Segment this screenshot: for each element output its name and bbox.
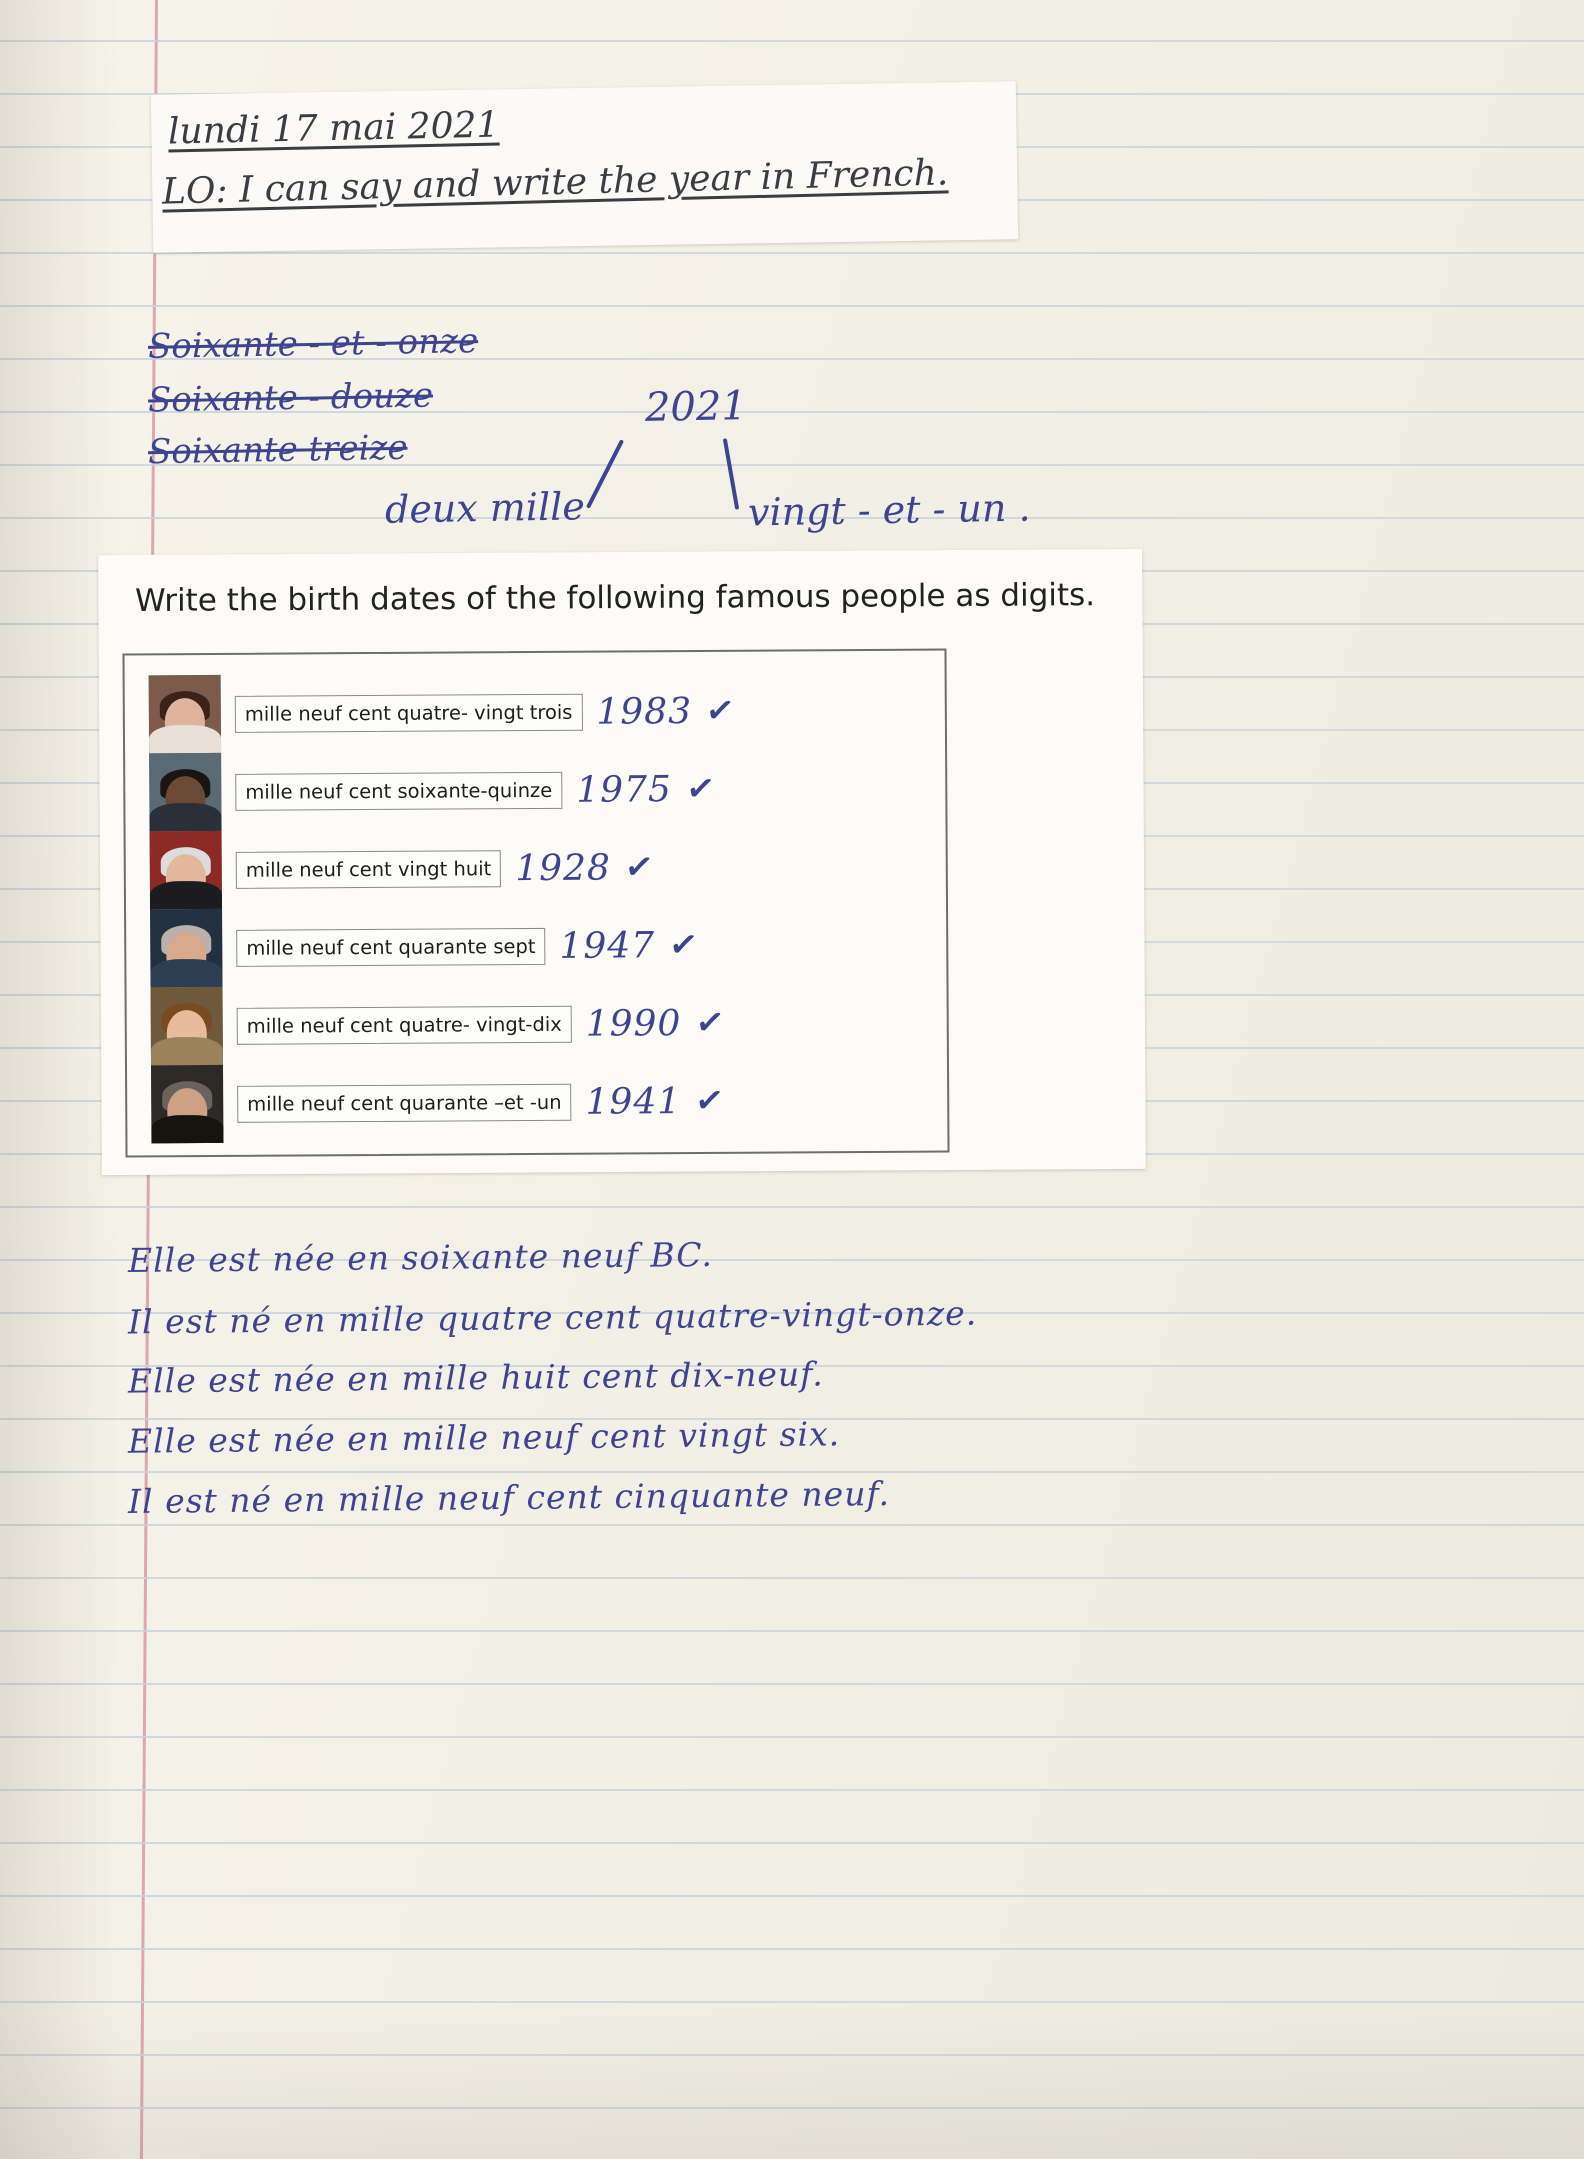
person-photo <box>151 987 223 1065</box>
table-row <box>151 984 725 1065</box>
ruled-line <box>0 1524 1584 1526</box>
person-photo <box>149 675 221 753</box>
french-number-label: mille neuf cent quatre- vingt trois <box>235 693 583 732</box>
ruled-line <box>0 1471 1584 1473</box>
person-photo <box>151 1065 223 1143</box>
french-number-label: mille neuf cent soixante-quinze <box>235 771 562 810</box>
tick-mark-icon: ✓ <box>666 924 700 966</box>
tick-mark-icon: ✓ <box>683 768 717 810</box>
handwritten-answer: 1983 <box>596 690 693 733</box>
handwritten-sentence: Elle est née en mille neuf cent vingt six. <box>127 1414 841 1461</box>
ruled-line <box>0 1842 1584 1844</box>
handwritten-sentence: Elle est née en mille huit cent dix-neuf. <box>127 1354 824 1401</box>
tick-mark-icon: ✓ <box>703 690 737 732</box>
year-number: 2021 <box>644 383 748 431</box>
table-row <box>149 750 715 831</box>
tick-mark-icon: ✓ <box>692 1080 727 1122</box>
handwritten-answer: 1928 <box>515 847 612 889</box>
ruled-line <box>0 1577 1584 1579</box>
ruled-line <box>0 2107 1584 2109</box>
ruled-line <box>0 2001 1584 2003</box>
handwritten-sentence: Il est né en mille quatre cent quatre-vingt-onze. <box>127 1293 978 1342</box>
handwritten-answer: 1941 <box>585 1080 682 1123</box>
year-left-part: deux mille <box>384 484 586 532</box>
ruled-line <box>0 1789 1584 1791</box>
page-shadow-bottom <box>0 1999 1584 2159</box>
french-number-label: mille neuf cent quarante sept <box>236 927 545 966</box>
tick-mark-icon: ✓ <box>622 846 656 889</box>
handwritten-answer: 1947 <box>559 924 656 967</box>
ruled-line <box>0 1206 1584 1208</box>
crossed-out-word-3: Soixante treize <box>147 427 408 473</box>
handwritten-answer: 1990 <box>585 1002 682 1045</box>
handwritten-sentence: Il est né en mille neuf cent cinquante neuf. <box>127 1474 891 1521</box>
ruled-line <box>0 1948 1584 1950</box>
tick-mark-icon: ✓ <box>692 1002 727 1044</box>
ruled-line <box>0 2054 1584 2056</box>
crossed-out-word-2: Soixante - douze <box>147 375 434 421</box>
person-photo <box>150 909 222 987</box>
table-row <box>150 828 654 909</box>
year-right-part: vingt - et - un . <box>747 485 1031 535</box>
branch-stroke-right <box>723 438 739 510</box>
ruled-line <box>0 1630 1584 1632</box>
branch-stroke-left <box>586 439 624 509</box>
ruled-line <box>0 252 1584 254</box>
person-photo <box>150 831 222 909</box>
table-row <box>151 1062 727 1143</box>
ruled-line <box>0 305 1584 307</box>
table-row <box>149 672 735 754</box>
crossed-out-word-1: Soixante - et - onze <box>147 321 479 367</box>
handwritten-sentence: Elle est née en soixante neuf BC. <box>127 1234 714 1281</box>
french-number-label: mille neuf cent quatre- vingt-dix <box>237 1005 572 1044</box>
french-number-label: mille neuf cent quarante –et -un <box>237 1083 572 1122</box>
table-row <box>150 906 698 987</box>
ruled-line <box>0 1683 1584 1685</box>
worksheet-rows <box>122 649 945 1154</box>
task-instruction: Write the birth dates of the following famous people as digits. <box>134 577 1096 619</box>
french-number-label: mille neuf cent vingt huit <box>236 850 502 889</box>
ruled-line <box>0 40 1584 42</box>
handwritten-learning-objective: LO: I can say and write the year in French. <box>161 152 949 213</box>
handwritten-date: lundi 17 mai 2021 <box>167 104 500 153</box>
ruled-line <box>0 1736 1584 1738</box>
ruled-line <box>0 1895 1584 1897</box>
person-photo <box>149 753 221 831</box>
handwritten-answer: 1975 <box>576 768 673 811</box>
